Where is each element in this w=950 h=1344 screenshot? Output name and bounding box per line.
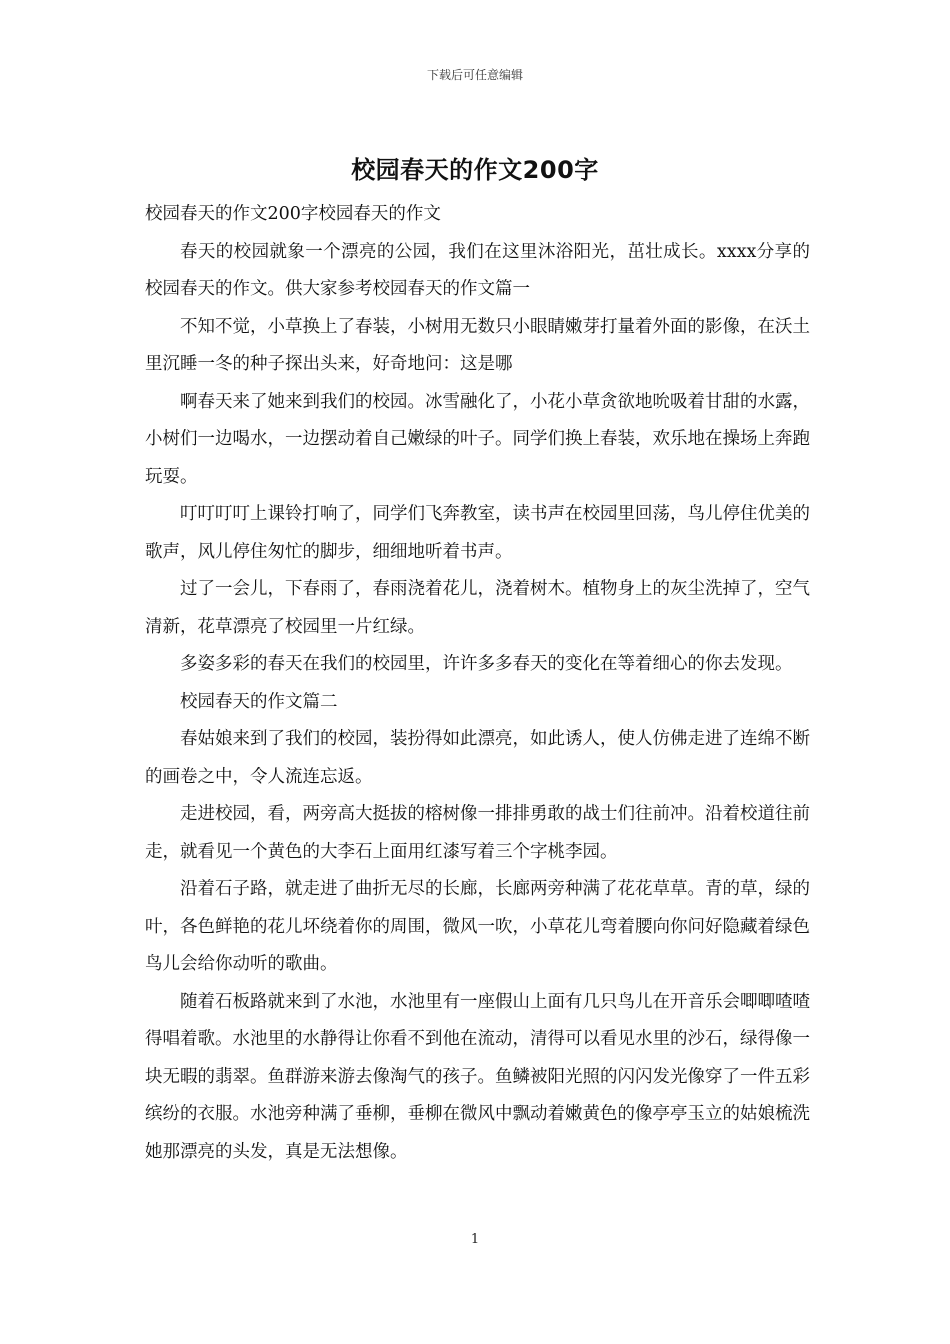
paragraph: 过了一会儿，下春雨了，春雨浇着花儿，浇着树木。植物身上的灰尘洗掉了，空气清新，花草漂亮了校园里一片红绿。 <box>145 579 810 637</box>
paragraph: 走进校园，看，两旁高大挺拔的榕树像一排排勇敢的战士们往前冲。沿着校道往前走，就看见一个黄色的大李石上面用红漆写着三个字桃李园。 <box>145 804 810 862</box>
paragraph: 沿着石子路，就走进了曲折无尽的长廊，长廊两旁种满了花花草草。青的草，绿的叶，各色鲜艳的花儿坏绕着你的周围，微风一吹，小草花儿弯着腰向你问好隐藏着绿色鸟儿会给你动听的歌曲。 <box>145 879 810 974</box>
paragraph: 啊春天来了她来到我们的校园。冰雪融化了，小花小草贪欲地吮吸着甘甜的水露，小树们一边喝水，一边摆动着自己嫩绿的叶子。同学们换上春装，欢乐地在操场上奔跑玩耍。 <box>145 391 810 487</box>
paragraph: 随着石板路就来到了水池，水池里有一座假山上面有几只鸟儿在开音乐会唧唧喳喳得唱着歌。水池里的水静得让你看不到他在流动，清得可以看见水里的沙石，绿得像一块无暇的翡翠。鱼群游来游去像淘气的孩子。鱼鳞被阳光照的闪闪发光像穿了一件五彩缤纷的衣服。水池旁种满了垂柳，垂柳在微风中飘动着嫩黄色的像亭亭玉立的姑娘梳洗她那漂亮的头发，真是无法想像。 <box>145 991 810 1162</box>
document-body <box>145 196 810 1171</box>
paragraph: 多姿多彩的春天在我们的校园里，许许多多春天的变化在等着细心的你去发现。 <box>180 654 793 674</box>
header-note: 下载后可任意编辑 <box>426 68 523 82</box>
section-heading: 校园春天的作文篇二 <box>180 691 338 712</box>
document-title: 校园春天的作文200字 <box>351 156 599 184</box>
paragraph: 春天的校园就象一个漂亮的公园，我们在这里沐浴阳光，茁壮成长。xxxx分享的校园春天的作文。供大家参考校园春天的作文篇一 <box>145 241 810 299</box>
paragraph: 不知不觉，小草换上了春装，小树用无数只小眼睛嫩芽打量着外面的影像，在沃土里沉睡一冬的种子探出头来，好奇地问：这是哪 <box>145 316 810 374</box>
paragraph: 春姑娘来到了我们的校园，装扮得如此漂亮，如此诱人，使人仿佛走进了连绵不断的画卷之中，令人流连忘返。 <box>145 729 810 787</box>
page-number: 1 <box>470 1232 480 1247</box>
subtitle-paragraph: 校园春天的作文200字校园春天的作文 <box>145 204 441 224</box>
paragraph: 叮叮叮叮上课铃打响了，同学们飞奔教室，读书声在校园里回荡，鸟儿停住优美的歌声，风儿停住匆忙的脚步，细细地听着书声。 <box>145 504 810 562</box>
